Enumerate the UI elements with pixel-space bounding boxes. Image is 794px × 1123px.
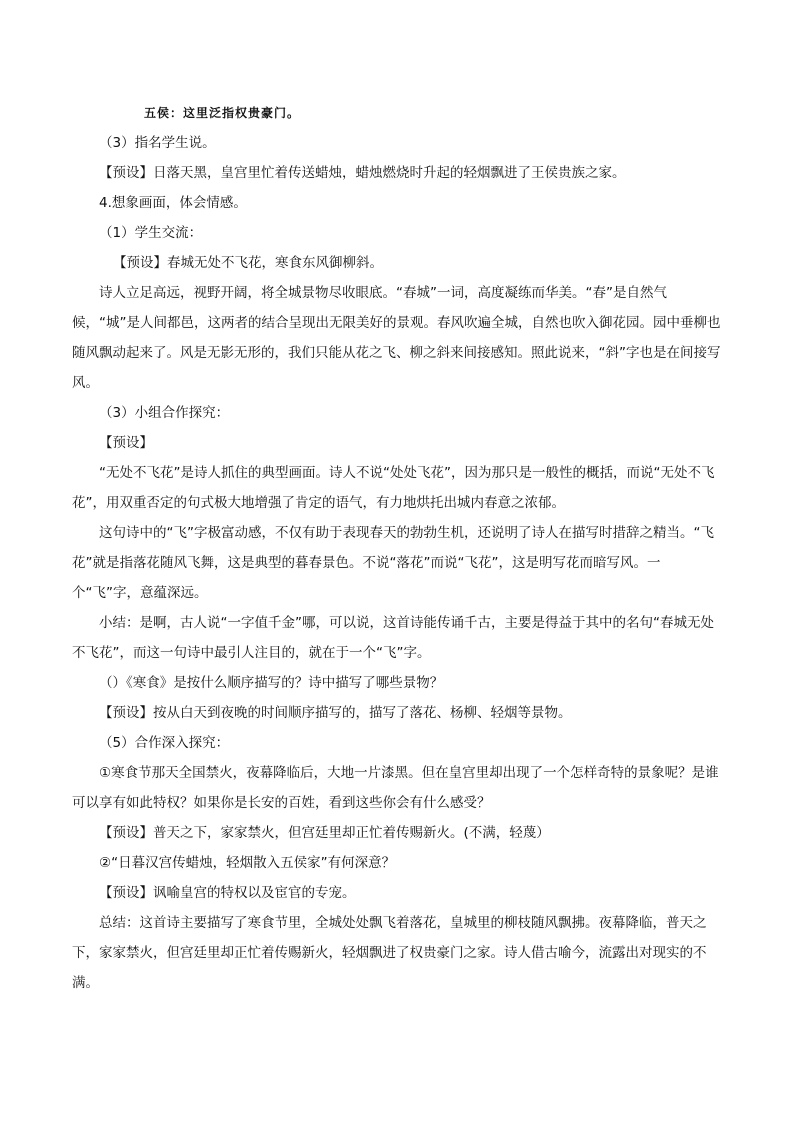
paragraph: （1）学生交流： [99, 225, 203, 241]
paragraph: （）《寒食》是按什么顺序描写的？诗中描写了哪些景物？ [99, 675, 444, 691]
paragraph: “无处不飞花”是诗人抓住的典型画面。诗人不说“处处飞花”，因为那只是一般性的概括，而说“无处不飞花”，用双重否定的句式极大地增强了肯定的语气，有力地烘托出城内春意之浓郁。 [72, 465, 715, 511]
annotation-note: 五侯：这里泛指权贵豪门。 [144, 106, 301, 120]
paragraph: （3）小组合作探究： [99, 405, 230, 421]
paragraph: 【预设】春城无处不飞花，寒食东风御柳斜。 [113, 255, 383, 271]
paragraph: ①寒食节那天全国禁火，夜幕降临后，大地一片漆黑。但在皇宫里却出现了一个怎样奇特的景象呢？是谁可以享有如此特权？如果你是长安的百姓，看到这些你会有什么感受？ [72, 765, 719, 811]
section-heading: 4.想象画面，体会情感。 [99, 195, 247, 211]
paragraph: （3）指名学生说。 [99, 135, 216, 151]
paragraph: 这句诗中的“飞”字极富动感，不仅有助于表现春天的勃勃生机，还说明了诗人在描写时措辞之精当。“飞花”就是指落花随风飞舞，这是典型的暮春景色。不说“落花”而说“飞花”，这是明写花而暗写风。一个“飞”字，意蕴深远。 [72, 525, 714, 601]
paragraph: 总结：这首诗主要描写了寒食节里，全城处处飘飞着落花，皇城里的柳枝随风飘拂。夜幕降临，普天之下，家家禁火，但宫廷里却正忙着传赐新火，轻烟飘进了权贵豪门之家。诗人借古喻今，流露出对现实的不满。 [72, 915, 707, 991]
document-body [72, 98, 722, 998]
paragraph: 【预设】日落天黑，皇宫里忙着传送蜡烛，蜡烛燃烧时升起的轻烟飘进了王侯贵族之家。 [99, 165, 626, 181]
paragraph: 小结：是啊，古人说“一字值千金”哪，可以说，这首诗能传诵千古，主要是得益于其中的名句“春城无处不飞花”，而这一句诗中最引人注目的，就在于一个“飞”字。 [72, 615, 714, 661]
paragraph: 【预设】按从白天到夜晚的时间顺序描写的，描写了落花、杨柳、轻烟等景物。 [99, 705, 572, 721]
paragraph: 诗人立足高远，视野开阔，将全城景物尽收眼底。“春城”一词，高度凝练而华美。“春”是自然气候，“城”是人间都邑，这两者的结合呈现出无限美好的景观。春风吹遍全城，自然也吹入御花园。园中垂柳也随风飘动起来了。风是无影无形的，我们只能从花之飞、柳之斜来间接感知。照此说来，“斜”字也是在间接写风。 [72, 285, 721, 391]
paragraph: 【预设】普天之下，家家禁火，但宫廷里却正忙着传赐新火。(不满，轻蔑） [99, 825, 550, 841]
paragraph: ②“日暮汉宫传蜡烛，轻烟散入五侯家”有何深意？ [99, 855, 396, 871]
paragraph: 【预设】讽喻皇宫的特权以及宦官的专宠。 [99, 885, 356, 901]
paragraph: （5）合作深入探究： [99, 735, 230, 751]
paragraph: 【预设】 [99, 435, 153, 451]
